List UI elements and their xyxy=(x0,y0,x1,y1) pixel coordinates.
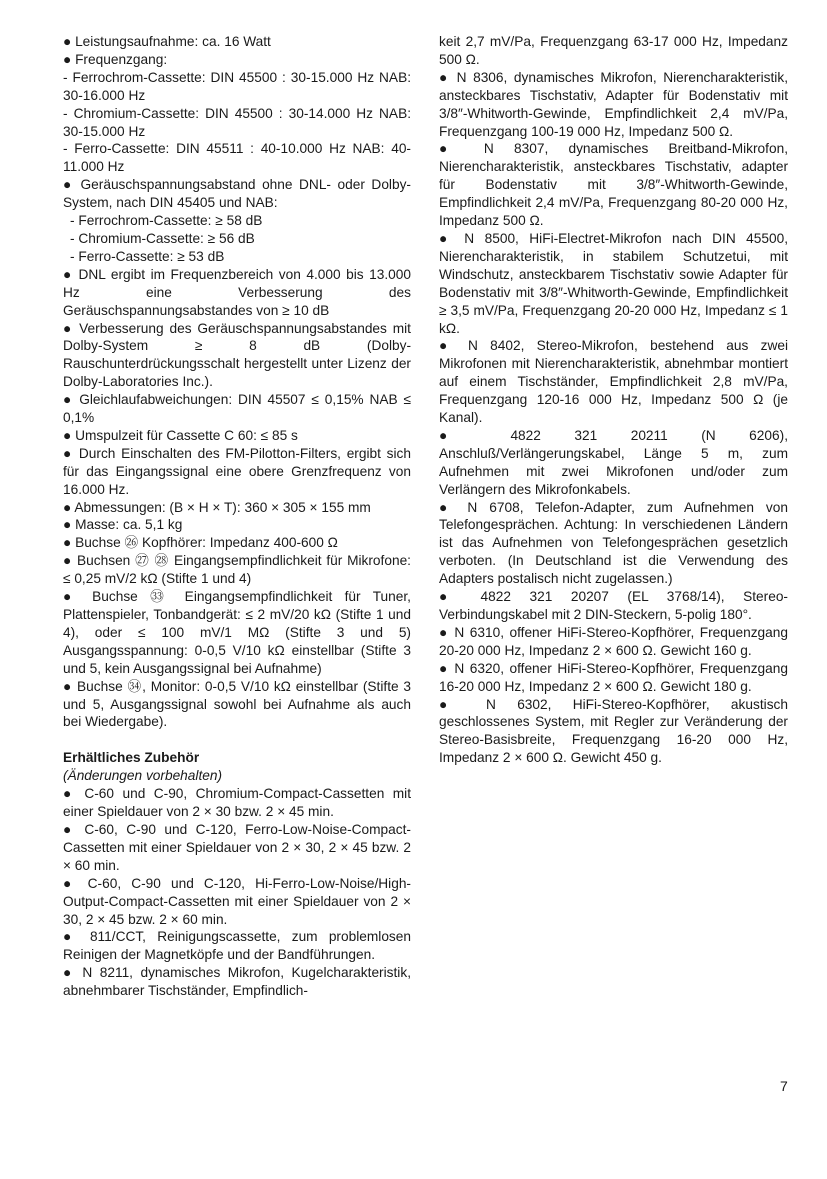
left-column xyxy=(63,33,411,1000)
accessory-n6320: ● N 6320, offener HiFi-Stereo-Kopfhörer, Frequenzgang 16-20 000 Hz, Impedanz 2 × 600 Ω. Gewicht 180 g. xyxy=(439,660,788,694)
section-spacer xyxy=(63,731,411,749)
spec-wow-flutter: ● Gleichlaufabweichungen: DIN 45507 ≤ 0,15% NAB ≤ 0,1% xyxy=(63,392,411,426)
accessory-n8211-continued: keit 2,7 mV/Pa, Frequenzgang 63-17 000 Hz, Impedanz 500 Ω. xyxy=(439,34,788,67)
accessory-hi-ferro-cassettes: ● C-60, C-90 und C-120, Hi-Ferro-Low-Noise/High-Output-Compact-Cassetten mit einer Spieldauer von 2 × 30, 2 × 45 bzw. 2 × 60 min. xyxy=(63,875,411,927)
spec-weight: ● Masse: ca. 5,1 kg xyxy=(63,517,183,533)
spec-noise-ferro: - Ferro-Cassette: ≥ 53 dB xyxy=(70,248,225,264)
spec-noise-chromium: - Chromium-Cassette: ≥ 56 dB xyxy=(70,230,255,246)
accessories-heading: Erhältliches Zubehör xyxy=(63,750,200,766)
spec-frequency-ferro: - Ferro-Cassette: DIN 45511 : 40-10.000 Hz NAB: 40-11.000 Hz xyxy=(63,141,411,175)
accessory-n8211: ● N 8211, dynamisches Mikrofon, Kugelcharakteristik, abnehmbarer Tischständer, Empfindlich- xyxy=(63,965,411,999)
spec-mic-jacks: ● Buchsen ㉗ ㉘ Eingangsempfindlichkeit für Mikrofone: ≤ 0,25 mV/2 kΩ (Stifte 1 und 4) xyxy=(63,553,411,587)
accessory-cleaning-cassette: ● 811/CCT, Reinigungscassette, zum problemlosen Reinigen der Magnetköpfe und der Bandführungen. xyxy=(63,929,411,963)
spec-line-jack: ● Buchse ㉝ Eingangsempfindlichkeit für Tuner, Plattenspieler, Tonbandgerät: ≤ 2 mV/20 kΩ (Stifte 1 und 4), oder ≤ 100 mV/1 MΩ (Stifte 3 und 5) Ausgangsspannung: 0-0,5 V/10 kΩ einstellbar (Stifte 3 und 5, kein Ausgangssignal bei Aufnahme) xyxy=(63,589,411,676)
spec-dimensions: ● Abmessungen: (B × H × T): 360 × 305 × 155 mm xyxy=(63,499,371,515)
spec-monitor-jack: ● Buchse ㉞, Monitor: 0-0,5 V/10 kΩ einstellbar (Stifte 3 und 5, Ausgangssignal sowohl bei Aufnahme als auch bei Wiedergabe). xyxy=(63,678,411,730)
accessory-chromium-cassettes: ● C-60 und C-90, Chromium-Compact-Cassetten mit einer Spieldauer von 2 × 30 bzw. 2 × 45 min. xyxy=(63,786,411,820)
right-column xyxy=(439,33,788,767)
accessory-extension-cable: ● 4822 321 20211 (N 6206), Anschluß/Verlängerungskabel, Länge 5 m, zum Aufnehmen mit zwei Mikrofonen und/oder zum Verlängern des Mikrofonkabels. xyxy=(439,427,788,497)
accessory-n6302: ● N 6302, HiFi-Stereo-Kopfhörer, akustisch geschlossenes System, mit Regler zur Veränderung der Stereo-Basisbreite, Frequenzgang 16-20 000 Hz, Impedanz 2 × 600 Ω. Gewicht 450 g. xyxy=(439,696,788,766)
accessory-n8402: ● N 8402, Stereo-Mikrofon, bestehend aus zwei Mikrofonen mit Nierencharakteristik, abnehmbar montiert auf einem Tischständer, Empfindlichkeit 2,8 mV/Pa, Frequenzgang 120-16 000 Hz, Impedanz 500 Ω (je Kanal). xyxy=(439,338,788,426)
accessory-n6708: ● N 6708, Telefon-Adapter, zum Aufnehmen von Telefongesprächen. Achtung: In verschiedenen Ländern ist das Aufnehmen von Telefongesprächen gesetzlich verboten. (In Deutschland ist die Verwendung des Adapters postalisch nicht zugelassen.) xyxy=(439,499,788,587)
accessories-note: (Änderungen vorbehalten) xyxy=(63,768,223,784)
accessory-stereo-cable: ● 4822 321 20207 (EL 3768/14), Stereo-Verbindungskabel mit 2 DIN-Steckern, 5-polig 180°. xyxy=(439,589,788,622)
spec-dolby: ● Verbesserung des Geräuschspannungsabstandes mit Dolby-System ≥ 8 dB (Dolby-Rauschunterdrückungsschalt hergestellt unter Lizenz der Dolby-Laboratories Inc.). xyxy=(63,320,411,390)
page-number: 7 xyxy=(780,1078,788,1094)
accessory-n8500: ● N 8500, HiFi-Electret-Mikrofon nach DIN 45500, Nierencharakteristik, in stabilem Schutzetui, mit Windschutz, ansteckbarem Tischstativ sowie Adapter für Bodenstativ mit 3/8″-Whitworth-Gewinde, Empfindlichkeit ≥ 3,5 mV/Pa, Frequenzgang 20-20 000 Hz, Impedanz ≤ 1 kΩ. xyxy=(439,230,788,336)
spec-rewind-time: ● Umspulzeit für Cassette C 60: ≤ 85 s xyxy=(63,427,298,443)
accessory-n8307: ● N 8307, dynamisches Breitband-Mikrofon, Nierencharakteristik, ansteckbares Tischstativ, adapter für Bodenstativ mit 3/8″-Whitworth-Gewinde, Empfindlichkeit 2,4 mV/Pa, Frequenzgang 80-20 000 Hz, Impedanz 500 Ω. xyxy=(439,141,788,229)
spec-power: ● Leistungsaufnahme: ca. 16 Watt xyxy=(63,34,271,49)
spec-frequency-chromium: - Chromium-Cassette: DIN 45500 : 30-14.000 Hz NAB: 30-15.000 Hz xyxy=(63,105,411,139)
spec-headphone-jack: ● Buchse ㉖ Kopfhörer: Impedanz 400-600 Ω xyxy=(63,535,338,551)
spec-frequency-heading: ● Frequenzgang: xyxy=(63,51,168,67)
spec-pilot-filter: ● Durch Einschalten des FM-Pilotton-Filters, ergibt sich für das Eingangssignal eine obere Grenzfrequenz von 16.000 Hz. xyxy=(63,445,411,497)
spec-frequency-ferrochrom: - Ferrochrom-Cassette: DIN 45500 : 30-15.000 Hz NAB: 30-16.000 Hz xyxy=(63,69,411,103)
spec-dnl: ● DNL ergibt im Frequenzbereich von 4.000 bis 13.000 Hz eine Verbesserung des Geräuschspannungsabstandes von ≥ 10 dB xyxy=(63,266,411,318)
accessory-n8306: ● N 8306, dynamisches Mikrofon, Nierencharakteristik, ansteckbares Tischstativ, Adapter für Bodenstativ mit 3/8″-Whitworth-Gewinde, Empfindlichkeit 2,4 mV/Pa, Frequenzgang 100-19 000 Hz, Impedanz 500 Ω. xyxy=(439,69,788,139)
accessory-n6310: ● N 6310, offener HiFi-Stereo-Kopfhörer, Frequenzgang 20-20 000 Hz, Impedanz 2 × 600 Ω. Gewicht 160 g. xyxy=(439,624,788,658)
spec-noise-ratio: ● Geräuschspannungsabstand ohne DNL- oder Dolby-System, nach DIN 45405 und NAB: xyxy=(63,177,411,211)
spec-noise-ferrochrom: - Ferrochrom-Cassette: ≥ 58 dB xyxy=(70,213,263,229)
accessory-ferro-cassettes: ● C-60, C-90 und C-120, Ferro-Low-Noise-Compact-Cassetten mit einer Spieldauer von 2 × 30, 2 × 45 bzw. 2 × 60 min. xyxy=(63,821,411,873)
